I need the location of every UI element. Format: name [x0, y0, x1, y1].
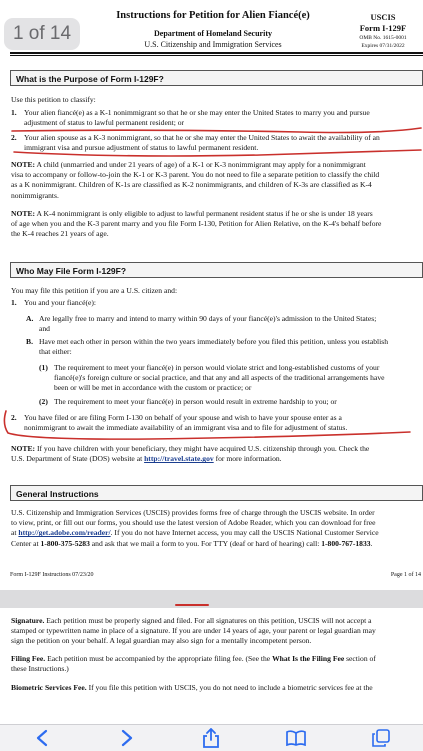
tty-phone-number: 1-800-767-1833 [321, 538, 371, 548]
who-item-b-line2: that either: [39, 347, 72, 357]
who-note-line2-end: for more information. [213, 454, 282, 464]
form-info [345, 12, 421, 50]
purpose-item-1-line2: adjustment of status to lawful permanent resident; or [24, 118, 185, 127]
form-number: Form I-129F [359, 23, 407, 33]
note-1-line2: visa to accompany or follow-to-join the K-1 or K-3 parent. You do not need to file a separate petition to classify the child [11, 170, 380, 180]
who-item-a-line1: Are legally free to marry and intend to marry within 90 days of your fiancé(e)'s admission to the United States; [39, 314, 377, 323]
section-purpose-heading: What is the Purpose of Form I-129F? [10, 70, 423, 86]
biometric-paragraph [11, 683, 373, 693]
who-item-b1-line2: fiancé(e)'s foreign culture or social practice, and that any and all aspects of the traditional arrangements have [54, 373, 385, 383]
note-2-line3: the K-4 reaches 21 years of age. [11, 229, 109, 239]
note-label: NOTE: [11, 444, 36, 453]
who-item-b-label: B. [26, 337, 33, 346]
general-body [11, 508, 379, 549]
department-name: Department of Homeland Security [154, 29, 272, 38]
signature-line2: stamped or typewritten name in place of a signature. If you are under 14 years of age, your parent or legal guardian may [11, 626, 376, 636]
expiration-date: Expires 07/31/2022 [361, 43, 405, 49]
who-note [11, 444, 369, 464]
omb-number: OMB No. 1615-0001 [359, 35, 407, 41]
note-label: NOTE: [11, 209, 36, 218]
document-page-2 [0, 608, 423, 724]
browser-toolbar [0, 724, 423, 751]
general-line3-end: . If you do not have Internet access, you may call the USCIS National Customer Service [110, 528, 379, 538]
who-item-2-line1: You have filed or are filing Form I-130 on behalf of your spouse and wish to have your spouse enter as a [24, 413, 342, 422]
uscis-label: USCIS [370, 12, 396, 22]
signature-line3: sign the petition on your behalf. A legal guardian may also sign for a mentally incompetent person. [11, 636, 312, 646]
filing-fee-label: Filing Fee. [11, 654, 46, 663]
bookmarks-icon [286, 730, 306, 746]
purpose-item-1-number: 1. [11, 108, 17, 117]
signature-paragraph [11, 616, 376, 647]
annotation-mark [175, 604, 209, 606]
general-line3-start: at [11, 528, 19, 538]
adobe-reader-link[interactable]: http://get.adobe.com/reader/ [18, 528, 111, 538]
forward-icon [120, 729, 134, 747]
who-item-a [39, 314, 376, 334]
share-button[interactable] [197, 727, 225, 749]
tabs-button[interactable] [367, 727, 395, 749]
who-note-line1: If you have children with your beneficiary, they might have acquired U.S. citizenship through you. Check the [35, 444, 370, 453]
general-line1: U.S. Citizenship and Immigration Services (USCIS) provides forms free of charge through the USCIS website. In order [11, 508, 375, 517]
who-item-b1-line1: The requirement to meet your fiancé(e) in person would violate strict and long-established customs of your [54, 363, 380, 372]
who-item-1: You and your fiancé(e): [24, 298, 96, 307]
who-note-line2: U.S. Department of State (DOS) website at [11, 454, 145, 464]
travel-state-gov-link[interactable]: http://travel.state.gov [144, 454, 214, 464]
purpose-item-2-number: 2. [11, 133, 17, 142]
who-intro: You may file this petition if you are a U.S. citizen and: [11, 286, 178, 295]
note-1-line3: as a K nonimmigrant. Children of K-1s are classified as K-2 nonimmigrants, and children of K-3s are classified as K-4 [11, 180, 372, 190]
biometric-label: Biometric Services Fee. [11, 683, 87, 692]
general-line4-end: . [370, 538, 373, 548]
filing-fee-line1-end: section of [344, 654, 376, 663]
filing-fee-line2: these Instructions.) [11, 664, 69, 674]
header-rule [10, 52, 423, 54]
header-rule-thin [10, 55, 423, 56]
note-2-line2: of age when you and the K-3 parent marry and you file Form I-130, Petition for Alien Relative, on the K-4's behalf before [11, 219, 382, 229]
note-1-line4: nonimmigrants. [11, 190, 59, 200]
filing-fee-paragraph [11, 654, 376, 674]
back-icon [35, 729, 49, 747]
footer-form-info: Form I-129F Instructions 07/23/20 [10, 572, 94, 578]
note-2-line1: A K-4 nonimmigrant is only eligible to adjust to lawful permanent resident status if he or she is under 18 years [35, 209, 373, 218]
who-item-a-label: A. [26, 314, 34, 323]
forward-button[interactable] [113, 727, 141, 749]
signature-line1: Each petition must be properly signed and filed. For all signatures on this petition, USCIS will not accept a [44, 616, 372, 625]
purpose-item-1-line1: Your alien fiancé(e) as a K-1 nonimmigrant so that he or she may enter the United States to marry you and pursue [24, 108, 370, 117]
note-label: NOTE: [11, 160, 36, 169]
who-item-b [39, 337, 388, 357]
who-item-b1 [54, 363, 385, 394]
biometric-line: If you file this petition with USCIS, you do not need to include a biometric services fee at the [86, 683, 373, 692]
document-title: Instructions for Petition for Alien Fiancé(e) [116, 10, 310, 21]
page-indicator: 1 of 14 [4, 18, 80, 50]
phone-number: 1-800-375-5283 [40, 538, 90, 548]
who-item-b-line1: Have met each other in person within the two years immediately before you filed this petition, unless you establish [39, 337, 389, 346]
purpose-item-2-line1: Your alien spouse as a K-3 nonimmigrant, so that he or she may enter the United States to await the availability of an [24, 133, 380, 142]
purpose-intro: Use this petition to classify: [11, 95, 96, 104]
filing-fee-line1: Each petition must be accompanied by the appropriate filing fee. (See the [45, 654, 273, 663]
who-item-2-number: 2. [11, 413, 17, 422]
who-item-b2-label: (2) [39, 397, 48, 406]
purpose-note-1 [11, 160, 379, 201]
who-item-2 [24, 413, 347, 433]
filing-fee-reference: What Is the Filing Fee [272, 654, 345, 663]
signature-label: Signature. [11, 616, 45, 625]
bookmarks-button[interactable] [282, 727, 310, 749]
who-item-b1-label: (1) [39, 363, 48, 372]
purpose-note-2 [11, 209, 381, 240]
note-1-line1: A child (unmarried and under 21 years of age) of a K-1 or K-3 nonimmigrant may apply for a nonimmigrant [35, 160, 366, 169]
footer-page-number: Page 1 of 14 [390, 572, 421, 578]
agency-name: U.S. Citizenship and Immigration Services [144, 40, 282, 49]
who-item-b2: The requirement to meet your fiancé(e) in person would result in extreme hardship to you; or [54, 397, 337, 406]
page-separator [0, 590, 423, 608]
who-item-a-line2: and [39, 324, 50, 334]
who-item-1-number: 1. [11, 298, 17, 307]
tabs-icon [372, 729, 390, 747]
who-item-b1-line3: been or will be met in accordance with the custom or practice; or [54, 383, 252, 393]
general-line4-start: Center at [11, 538, 41, 548]
section-who-heading: Who May File Form I-129F? [10, 262, 423, 278]
who-item-2-line2: nonimmigrant to await the immediate availability of an immigrant visa and to file for adjustment of status. [24, 423, 348, 433]
general-line4-mid: and ask that we mail a form to you. For TTY (deaf or hard of hearing) call: [89, 538, 322, 548]
section-general-heading: General Instructions [10, 485, 423, 501]
back-button[interactable] [28, 727, 56, 749]
share-icon [202, 728, 220, 748]
purpose-item-2-line2: immigrant visa and pursue adjustment of status to lawful permanent resident. [24, 143, 259, 152]
general-line2: to view, print, or fill out our forms, you should use the latest version of Adobe Reader, which you can download for free [11, 518, 376, 528]
